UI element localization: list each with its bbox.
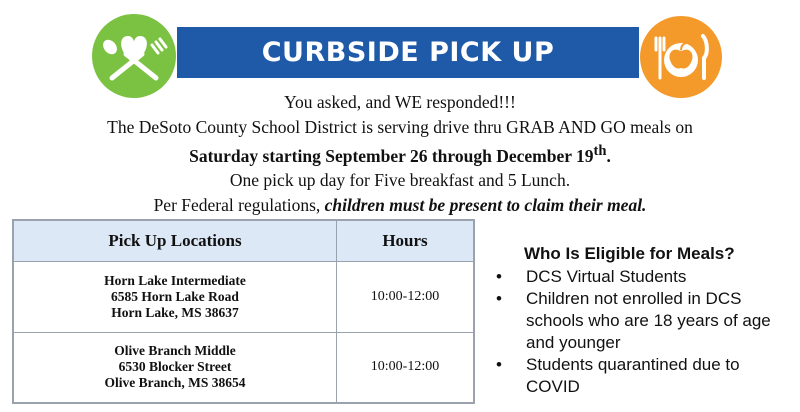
pickup-locations-table bbox=[12, 219, 475, 404]
location-name: Olive Branch Middle bbox=[114, 343, 236, 359]
plate-fork-knife-apple-icon bbox=[640, 16, 722, 98]
table-row bbox=[14, 262, 474, 333]
location-cell bbox=[14, 262, 337, 333]
location-city: Horn Lake, MS 38637 bbox=[111, 304, 239, 320]
intro-line-5-start: Per Federal regulations, bbox=[153, 194, 325, 215]
list-item: • Children not enrolled in DCS schools who are 18 years of age and younger bbox=[494, 288, 794, 354]
intro-line-4: One pick up day for Five breakfast and 5 Lunch. bbox=[229, 170, 571, 191]
intro-line-3-end: . bbox=[606, 145, 611, 166]
intro-line-5 bbox=[0, 193, 800, 218]
intro-line-3-main: Saturday starting September 26 through December 19 bbox=[189, 145, 594, 166]
location-cell bbox=[14, 332, 337, 403]
eligibility-title: Who Is Eligible for Meals? bbox=[524, 244, 735, 263]
eligibility-section bbox=[494, 244, 794, 398]
hours-cell: 10:00-12:00 bbox=[337, 332, 474, 403]
intro-line-3-sup: th bbox=[593, 143, 607, 159]
intro-line-3 bbox=[0, 139, 800, 168]
location-street: 6585 Horn Lake Road bbox=[111, 288, 239, 304]
intro-line-5-emphasis: children must be present to claim their meal. bbox=[324, 194, 647, 215]
location-street: 6530 Blocker Street bbox=[118, 359, 232, 375]
eligibility-list bbox=[494, 266, 794, 398]
intro-text bbox=[0, 90, 800, 217]
location-city: Olive Branch, MS 38654 bbox=[104, 375, 246, 391]
list-item: • DCS Virtual Students bbox=[494, 266, 794, 288]
table-row bbox=[14, 332, 474, 403]
intro-line-1: You asked, and WE responded!!! bbox=[284, 92, 516, 112]
hours-cell: 10:00-12:00 bbox=[337, 262, 474, 333]
location-name: Horn Lake Intermediate bbox=[104, 272, 246, 288]
intro-line-2: The DeSoto County School District is serving drive thru GRAB AND GO meals on bbox=[107, 116, 693, 137]
banner-title: CURBSIDE PICK UP bbox=[177, 27, 639, 78]
header-hours: Hours bbox=[337, 221, 474, 262]
header-pickup-locations: Pick Up Locations bbox=[14, 221, 337, 262]
heart-fork-spoon-icon bbox=[92, 14, 176, 98]
list-item: • Students quarantined due to COVID bbox=[494, 354, 794, 398]
